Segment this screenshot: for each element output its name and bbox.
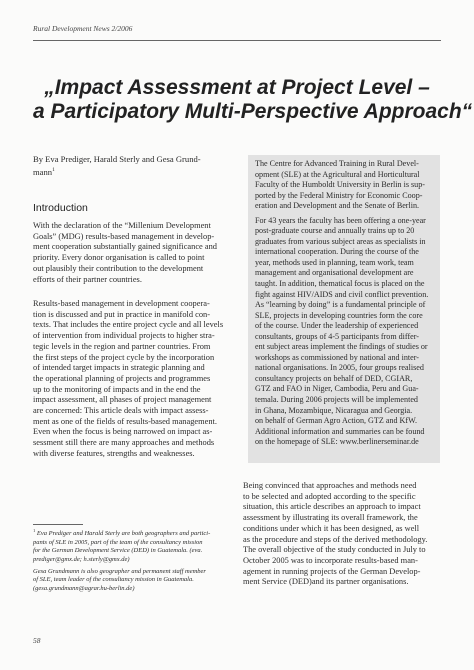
text-line: graduates from various subject areas as specialists in [255, 236, 426, 246]
title-line-2: a Participatory Multi-Perspective Approach“ [33, 100, 473, 123]
text-line: For 43 years the faculty has been offering a one-year [255, 215, 426, 225]
text-line: GTZ and FAO in Niger, Cambodia, Peru and Gua- [255, 384, 419, 394]
text-line: The overall objective of the study conducted in July to [243, 545, 426, 555]
text-line: Faculty of the Humboldt University in Berlin is sup- [255, 180, 425, 190]
text-line: eration and Development and the Senate of Berlin. [255, 201, 420, 211]
text-line: on behalf of German Agro Action, GTZ and KfW. [255, 416, 417, 426]
text-line: temala. During 2006 projects will be implemented [255, 395, 418, 405]
text-line: the operational planning of projects and programmes [33, 373, 211, 383]
text-line: ment cooperation substantially gained significance and [33, 242, 217, 252]
footnote-line: of SLE, team leader of the consultancy mission in Guatemala. [33, 576, 194, 584]
footnote-line: (gesa.grundmann@agrar.hu-berlin.de) [33, 584, 135, 592]
text-line: assessment by illustrating its overall framework, the [243, 513, 418, 523]
text-line: year, methods used in planning, team work, team [255, 257, 414, 267]
text-line: ment as one of the fields of results-based management. [33, 416, 217, 426]
running-header: Rural Development News 2/2006 [33, 24, 133, 33]
text-line: out plausibly their contribution to the development [33, 263, 204, 273]
text-line: tion is discussed and put in practice in manifold con- [33, 309, 210, 319]
intro-paragraph-1 [33, 221, 237, 285]
text-line: on the homepage of SLE: www.berlinerseminar.de [255, 437, 419, 447]
text-line: ment Service (DED)and its partner organisations. [243, 577, 409, 587]
text-line: efforts of their partner countries. [33, 274, 142, 284]
author-line-2 [33, 165, 237, 178]
text-line: situation, this article describes an approach to impact [243, 502, 421, 512]
footnote-line: prediger@gmx.de; h.sterly@gmx.de) [33, 555, 130, 563]
author-byline [33, 154, 237, 178]
footnote-marker: 1 [52, 167, 55, 173]
text-line: the first steps of the project cycle by the incorporation [33, 352, 215, 362]
text-line: taught. In addition, thematical focus is placed on the [255, 279, 425, 289]
footnote-number: 1 [33, 528, 36, 533]
header-divider [33, 40, 441, 41]
section-heading-introduction: Introduction [33, 202, 88, 214]
text-line: SLE, projects in developing countries form the core [255, 310, 423, 320]
text-line: As “learning by doing” is a fundamental principle of [255, 300, 426, 310]
intro-paragraph-2 [33, 299, 237, 460]
text-line: up to the monitoring of impacts and in the end the [33, 384, 201, 394]
text-line: national organisations. In 2005, four groups realised [255, 363, 424, 373]
footnote-line: for the German Development Service (DED) in Guatemala. (eva. [33, 547, 203, 555]
text-line: October 2005 was to incorporate results-based man- [243, 555, 418, 565]
sle-info-box [248, 155, 440, 463]
right-column-paragraph [243, 481, 442, 588]
text-line: impact assessment, all phases of project management [33, 395, 212, 405]
text-line: of intervention from individual projects to higher stra- [33, 331, 215, 341]
footnote-line: Gesa Grundmann is also geographer and permanent staff member [33, 567, 206, 575]
footnote-line: pants of SLE in 2005, part of the team of the consultancy mission [33, 538, 203, 546]
text-line: consultancy projects on behalf of DED, CGIAR, [255, 373, 413, 383]
text-line: opment (SLE) at the Agricultural and Horticultural [255, 169, 420, 179]
text-line: with diverse features, strengths and weaknesses. [33, 448, 195, 458]
text-line: Goals” (MDG) results-based management in develop- [33, 231, 215, 241]
footnote-text: Eva Prediger and Harald Sterly are both geographers and partici- [36, 530, 211, 538]
article-title [33, 76, 473, 124]
text-line: fight against HIV/AIDS and civil conflict prevention. [255, 289, 429, 299]
text-line: The Centre for Advanced Training in Rural Devel- [255, 159, 419, 168]
footnote-line [33, 527, 237, 539]
text-line: priority. Every donor organisation is called to point [33, 253, 205, 263]
text-line: Additional information and summaries can be found [255, 426, 425, 436]
text-line: are concerned: This article deals with impact assess- [33, 406, 209, 416]
author-line-1: By Eva Prediger, Harald Sterly and Gesa Grund- [33, 154, 201, 164]
text-line: of intended target impacts in strategic planning and [33, 363, 205, 373]
text-line: Results-based management in development coopera- [33, 299, 210, 308]
text-line: tegic levels in the region and partner countries. From [33, 341, 211, 351]
footnote-divider [33, 524, 83, 525]
text-line: ent subject areas implement the findings of studies or [255, 342, 428, 352]
title-line-1: „Impact Assessment at Project Level – [44, 76, 430, 99]
text-line: Being convinced that approaches and methods need [243, 481, 417, 490]
footnotes [33, 527, 237, 593]
sle-info-text [255, 159, 435, 448]
text-line: in Ghana, Mozambique, Nicaragua and Georgia. [255, 405, 413, 415]
text-line: conditions under which it has been designed, as well [243, 523, 420, 533]
text-line: as the procedure and steps of the derived methodology. [243, 534, 428, 544]
text-line: international cooperation. During the course of the [255, 247, 419, 257]
text-line: texts. That includes the entire project cycle and all levels [33, 320, 224, 330]
page-number: 58 [33, 636, 41, 645]
text-line: to be selected and adopted according to the specific [243, 491, 416, 501]
text-line: agement in running projects of the German Develop- [243, 566, 421, 576]
text-line: post-graduate course and annually trains up to 20 [255, 226, 415, 236]
author-line-2-text: mann [33, 166, 53, 177]
text-line: management and organisational development are [255, 268, 414, 278]
text-line: sessment still there are many approaches and methods [33, 438, 215, 448]
text-line: ported by the Federal Ministry for Economic Coop- [255, 190, 423, 200]
text-line: of the course. Under the leadership of experienced [255, 321, 419, 331]
text-line: consultants, groups of 4-5 participants from differ- [255, 331, 419, 341]
text-line: Even when the focus is being narrowed on impact as- [33, 427, 213, 437]
text-line: workshops as commissioned by national and inter- [255, 352, 419, 362]
text-line: With the declaration of the “Millenium Development [33, 221, 211, 230]
